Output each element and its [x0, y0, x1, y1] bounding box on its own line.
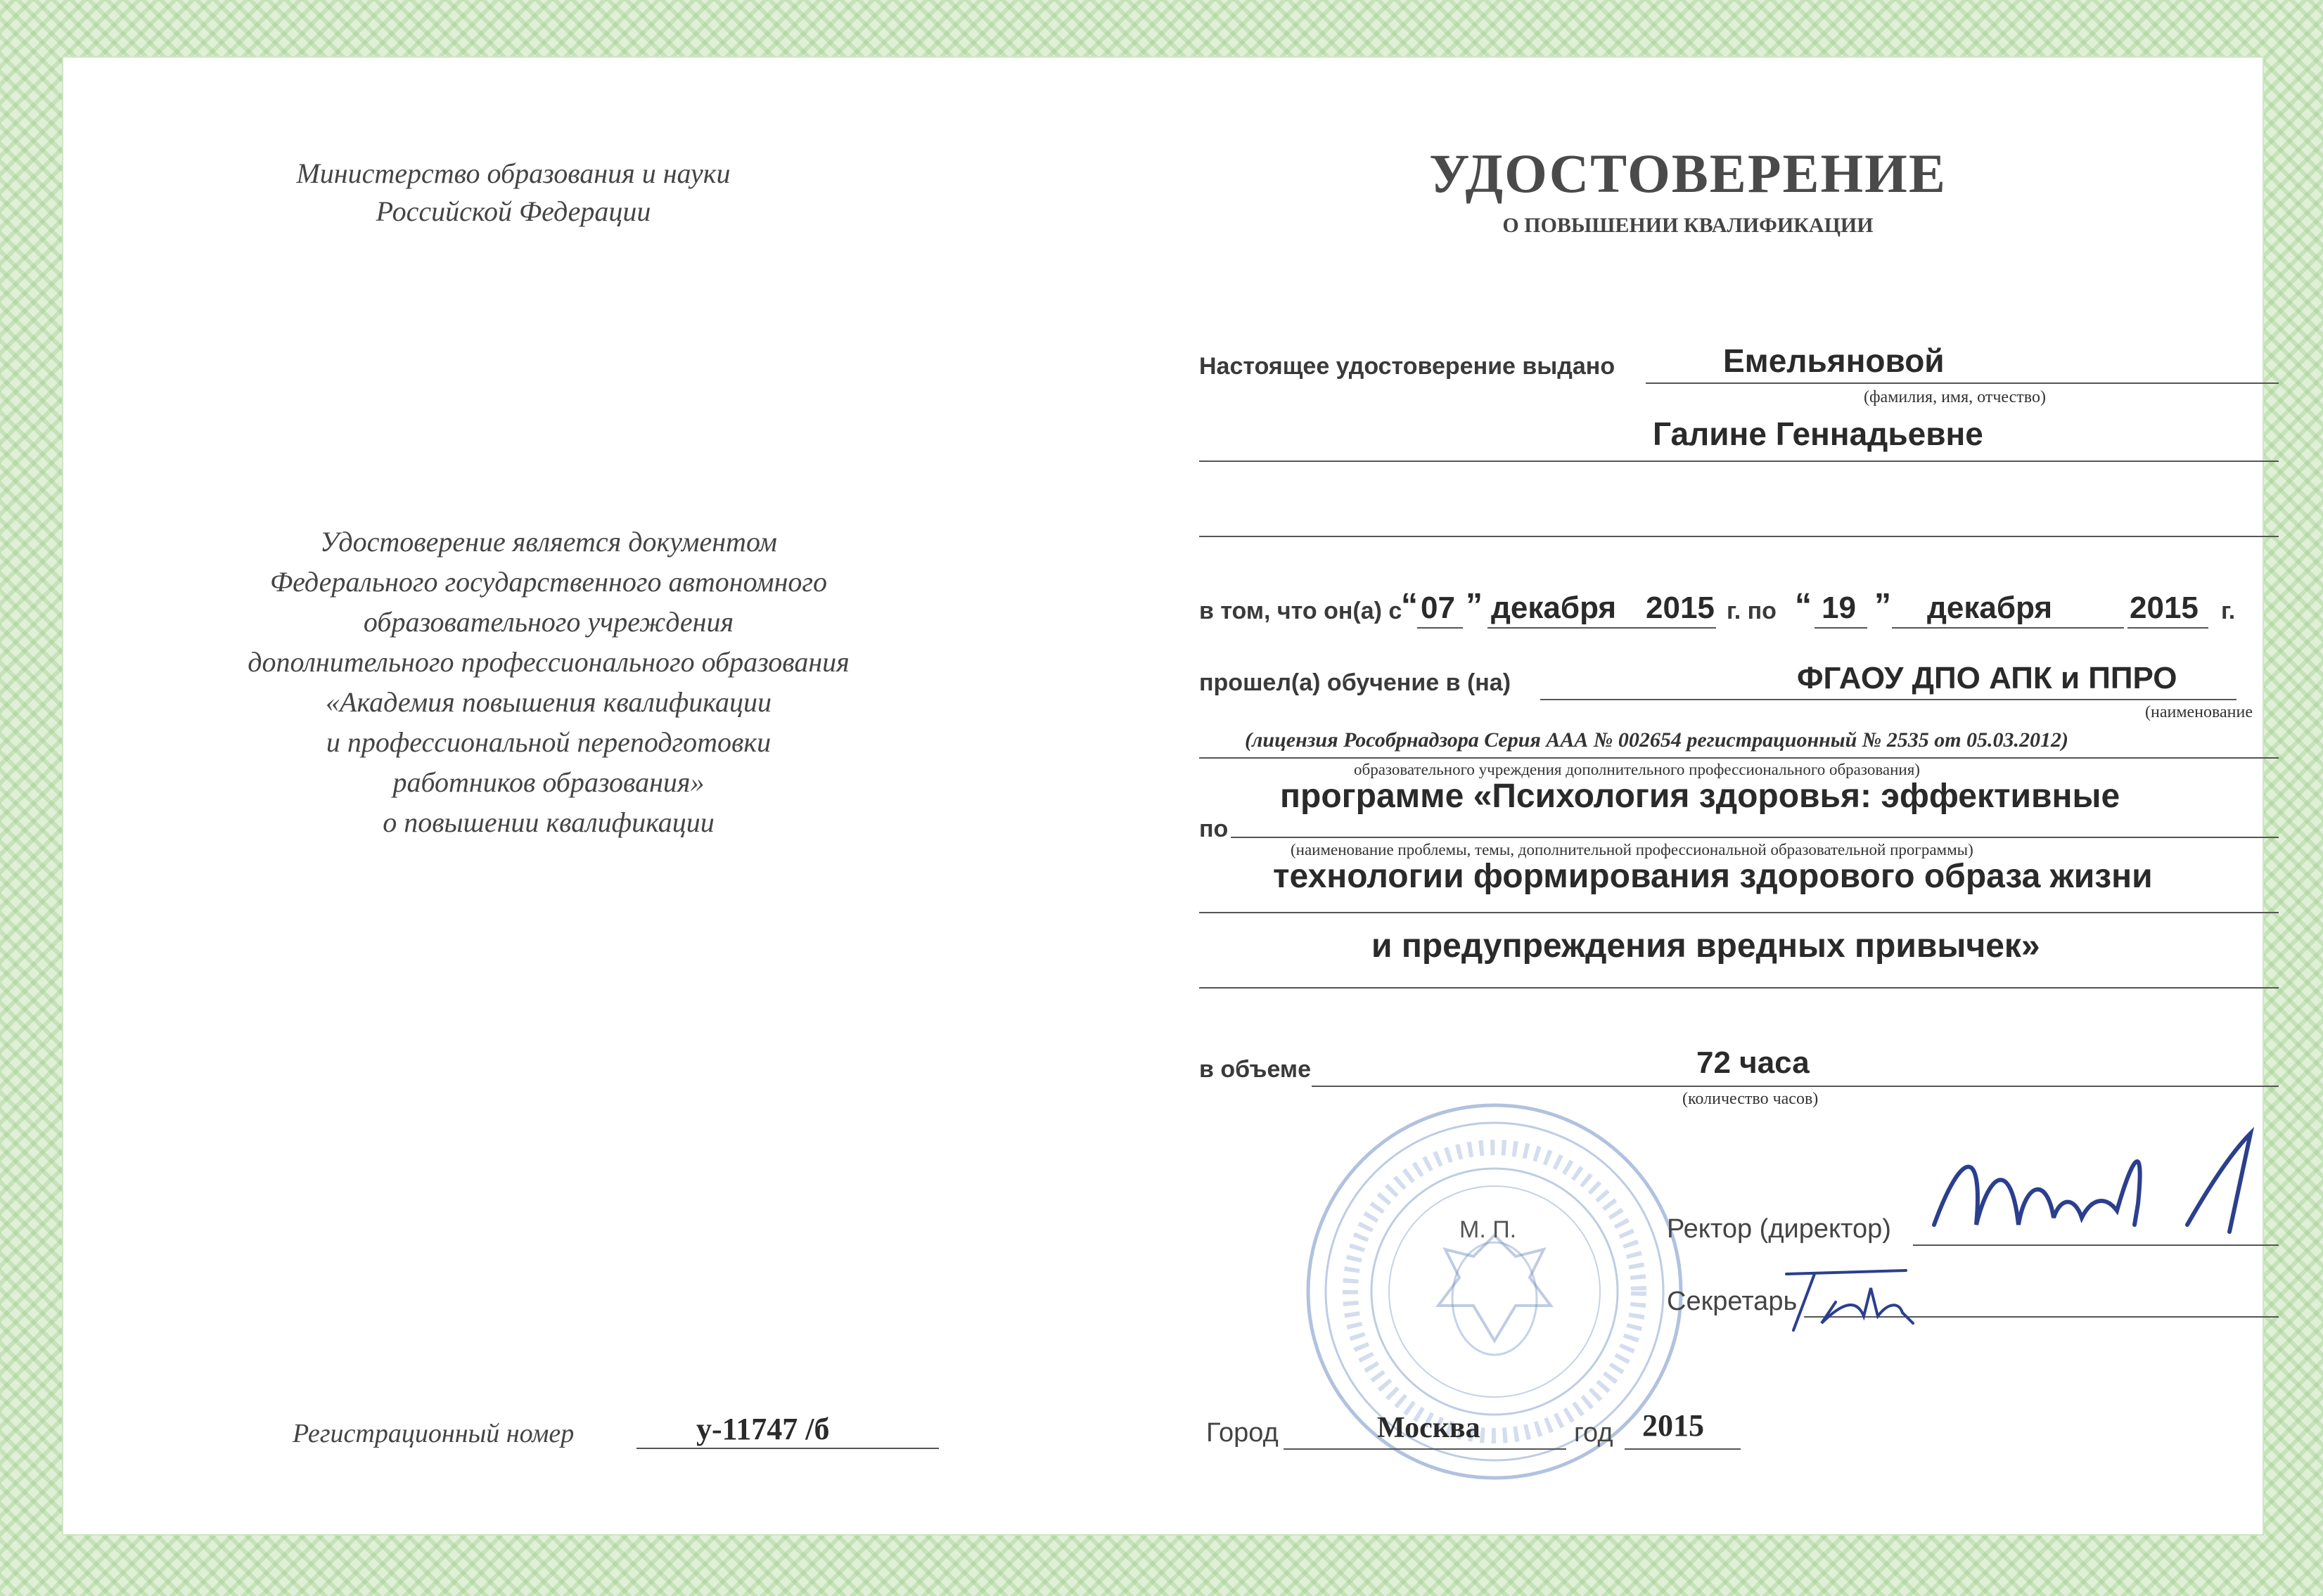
to-year-line — [2127, 627, 2208, 629]
program-line-3: и предупреждения вредных привычек» — [1371, 927, 2040, 965]
to-month-line — [1892, 627, 2124, 629]
secretary-label: Секретарь — [1667, 1287, 1798, 1316]
volume-line — [1312, 1086, 2279, 1087]
desc-line: работников образования» — [392, 766, 705, 798]
certificate-title: УДОСТОВЕРЕНИЕ — [1429, 143, 1947, 204]
to-quote-close: ” — [1874, 587, 1891, 624]
secretary-signature — [1765, 1260, 1976, 1344]
studied-label: прошел(а) обучение в (на) — [1199, 669, 1511, 696]
from-year: 2015 — [1646, 591, 1715, 625]
program-line-2-rule — [1199, 912, 2279, 913]
desc-line: образовательного учреждения — [363, 606, 734, 638]
surname-value: Емельяновой — [1723, 342, 1945, 379]
ministry-line-2: Российской Федерации — [376, 195, 651, 227]
to-year: 2015 — [2130, 591, 2199, 625]
program-line-1: программе «Психология здоровья: эффективные — [1280, 778, 2120, 815]
institution-caption-2: образовательного учреждения дополнительного профессионального образования) — [1354, 761, 1920, 778]
official-seal — [1298, 1095, 1691, 1488]
quote-open: “ — [1401, 587, 1418, 624]
program-caption: (наименование проблемы, темы, дополнительной профессиональной образовательной программы) — [1291, 841, 1973, 858]
to-quote-open: “ — [1795, 587, 1812, 624]
city-line — [1284, 1448, 1566, 1450]
from-day-line — [1417, 627, 1463, 629]
volume-value: 72 часа — [1696, 1045, 1810, 1080]
institution-value: ФГАОУ ДПО АПК и ППРО — [1797, 661, 2177, 695]
period-row — [1199, 598, 1402, 625]
rector-label: Ректор (директор) — [1667, 1214, 1891, 1244]
fio-caption: (фамилия, имя, отчество) — [1864, 388, 2046, 406]
desc-line: дополнительного профессионального образования — [248, 646, 850, 678]
license-line — [1199, 757, 2279, 759]
reg-number-label: Регистрационный номер — [293, 1419, 575, 1448]
reg-number-line — [636, 1448, 939, 1449]
from-month-line — [1487, 627, 1716, 629]
program-line-3-rule — [1199, 987, 2279, 989]
to-day: 19 — [1822, 591, 1856, 625]
quote-close: ” — [1466, 587, 1483, 624]
blank-line — [1199, 536, 2279, 537]
year-suffix: г. — [2221, 598, 2236, 624]
to-label: г. по — [1727, 598, 1777, 624]
desc-line: и профессиональной переподготовки — [326, 726, 772, 758]
name-line — [1199, 461, 2279, 462]
desc-line: Удостоверение является документом — [320, 526, 777, 558]
desc-line: «Академия повышения квалификации — [326, 686, 772, 718]
ministry-heading — [232, 155, 795, 231]
from-month: декабря — [1491, 591, 1617, 625]
from-day: 07 — [1421, 591, 1455, 625]
certificate-subtitle: О ПОВЫШЕНИИ КВАЛИФИКАЦИИ — [1502, 214, 1874, 237]
to-day-line — [1815, 627, 1867, 629]
institution-caption: (наименование — [2145, 703, 2253, 721]
mp-label: М. П. — [1459, 1216, 1517, 1243]
license-text: (лицензия Рособрнадзора Серия ААА № 002654 регистрационный № 2535 от 05.03.2012) — [1245, 728, 2069, 752]
desc-line: Федерального государственного автономного — [269, 566, 828, 598]
certificate-description — [176, 522, 921, 842]
program-line-1-rule — [1231, 837, 2279, 838]
year-line — [1625, 1448, 1741, 1450]
institution-line — [1540, 699, 2236, 700]
volume-label: в объеме — [1199, 1056, 1311, 1083]
period-prefix: в том, что он(а) с — [1199, 598, 1402, 624]
rector-signature — [1920, 1119, 2286, 1260]
city-label: Город — [1206, 1418, 1279, 1448]
city-value: Москва — [1377, 1412, 1480, 1444]
program-line-2: технологии формирования здорового образа жизни — [1273, 858, 2153, 895]
issued-to-label: Настоящее удостоверение выдано — [1199, 353, 1615, 380]
desc-line: о повышении квалификации — [383, 806, 715, 838]
year-label: год — [1574, 1418, 1613, 1448]
year-value: 2015 — [1642, 1408, 1704, 1443]
given-names-value: Галине Геннадьевне — [1653, 416, 1983, 452]
volume-caption: (количество часов) — [1682, 1090, 1819, 1108]
issued-line — [1646, 382, 2279, 384]
to-month: декабря — [1927, 591, 2053, 625]
po-label: по — [1199, 816, 1229, 842]
reg-number-value: у-11747 /б — [696, 1412, 830, 1446]
ministry-line-1: Министерство образования и науки — [296, 157, 731, 189]
certificate-sheet — [62, 56, 2264, 1536]
